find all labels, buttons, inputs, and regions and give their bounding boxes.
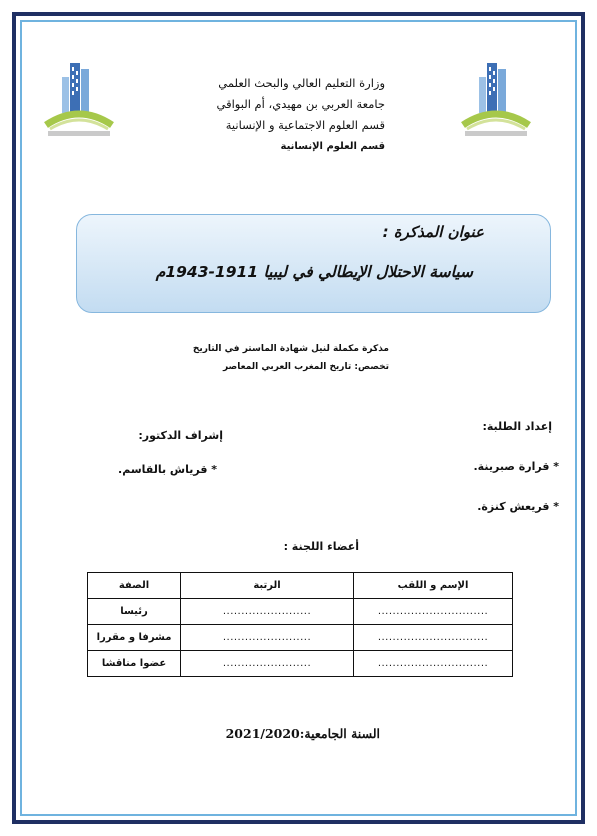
department-line: قسم العلوم الإنسانية (280, 141, 385, 152)
table-row (88, 599, 513, 625)
role-cell: رئيسا (88, 599, 181, 625)
specialization-note: تخصص: تاريخ المغرب العربي المعاصر (222, 362, 389, 372)
students-label: إعداد الطلبة: (482, 420, 552, 433)
supervisor-label: إشراف الدكتور: (138, 429, 223, 442)
table-header-row (88, 573, 513, 599)
table-row (88, 625, 513, 651)
role-cell: عضوا مناقشا (88, 651, 181, 677)
role-cell: مشرفا و مقررا (88, 625, 181, 651)
supervisor-name: * قرياش بالقاسم. (118, 463, 217, 476)
student-name: * قريعش كنزة. (477, 500, 559, 513)
rank-cell: ........................ (181, 651, 354, 677)
name-cell: .............................. (354, 599, 513, 625)
university-logo-left-icon (40, 57, 118, 139)
table-row (88, 651, 513, 677)
column-header-role: الصفة (88, 573, 181, 599)
name-cell: .............................. (354, 651, 513, 677)
thesis-title-label: عنوان المذكرة : (382, 223, 484, 241)
rank-cell: ........................ (181, 599, 354, 625)
committee-label: أعضاء اللجنة : (283, 540, 359, 553)
university-logo-right-icon (457, 57, 535, 139)
ministry-line: وزارة التعليم العالي والبحث العلمي (218, 76, 385, 90)
column-header-name: الإسم و اللقب (354, 573, 513, 599)
academic-year: السنة الجامعية:2021/2020 (225, 726, 380, 741)
thesis-title: سياسة الاحتلال الإيطالي في ليبيا 1911-1943م (155, 263, 473, 281)
rank-cell: ........................ (181, 625, 354, 651)
university-line: جامعة العربي بن مهيدي، أم البواقي (216, 97, 385, 111)
name-cell: .............................. (354, 625, 513, 651)
column-header-rank: الرتبة (181, 573, 354, 599)
student-name: * قرارة صبرينة. (473, 460, 559, 473)
institution-header (125, 73, 385, 157)
committee-table (87, 572, 513, 677)
degree-note: مذكرة مكملة لنيل شهادة الماستر في التاريخ (192, 344, 389, 354)
faculty-line: قسم العلوم الاجتماعية و الإنسانية (225, 118, 385, 132)
